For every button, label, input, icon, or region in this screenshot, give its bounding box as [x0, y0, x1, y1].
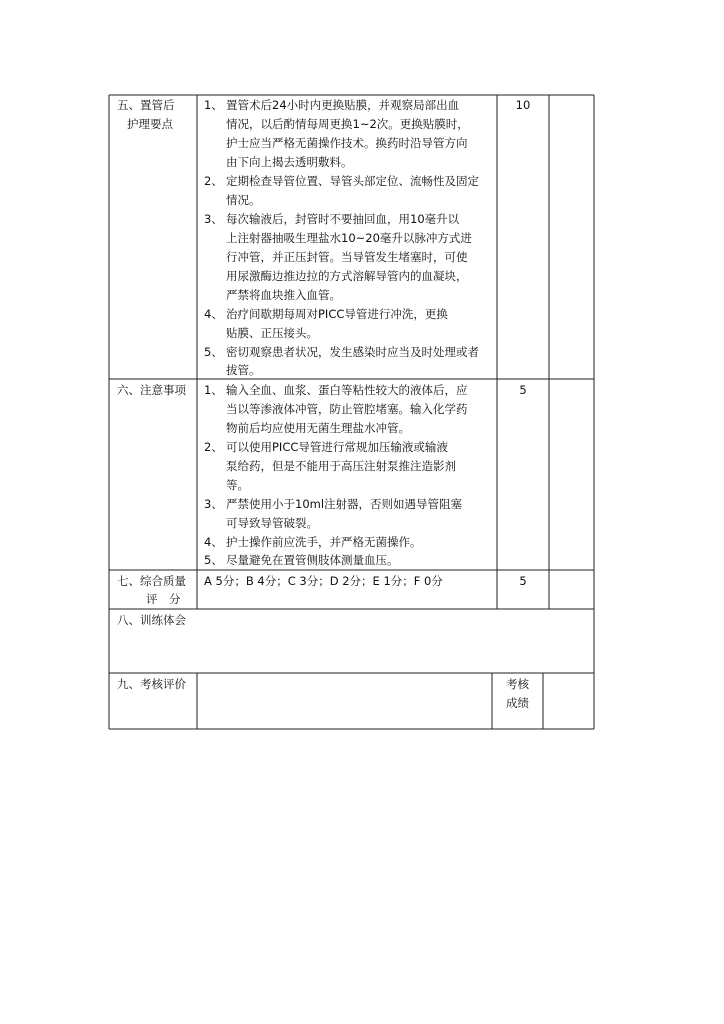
grade-label: 成绩 — [506, 696, 529, 710]
item-number: 5、 — [204, 345, 223, 359]
item-line: 每次输液后，封管时不要抽回血，用10毫升以 — [226, 212, 460, 226]
item-line: 情况。 — [226, 193, 261, 207]
item-line: 用尿激酶边推边拉的方式溶解导管内的血凝块， — [226, 269, 468, 283]
item-line: 由下向上揭去透明敷料。 — [226, 155, 353, 169]
item-line: 严禁将血块推入血管。 — [226, 288, 341, 302]
item-line: 治疗间歇期每周对PICC导管进行冲洗，更换 — [226, 307, 448, 321]
item-line: 物前后均应使用无菌生理盐水冲管。 — [226, 421, 410, 435]
item-line: 贴膜、正压接头。 — [226, 326, 318, 340]
section-label: 六、注意事项 — [117, 383, 186, 397]
item-line: 等。 — [226, 478, 249, 492]
item-number: 5、 — [204, 553, 223, 567]
item-line: 护士操作前应洗手，并严格无菌操作。 — [226, 535, 422, 549]
item-line: 置管术后24小时内更换贴膜，并观察局部出血 — [226, 98, 460, 112]
grading-scale: A 5分；B 4分；C 3分；D 2分；E 1分；F 0分 — [204, 574, 443, 588]
score-value: 5 — [519, 383, 527, 397]
item-number: 4、 — [204, 307, 223, 321]
item-line: 情况，以后酌情每周更换1~2次。更换贴膜时， — [226, 117, 469, 131]
item-line: 尽量避免在置管侧肢体测量血压。 — [226, 553, 399, 567]
item-number: 1、 — [204, 383, 223, 397]
item-line: 可以使用PICC导管进行常规加压输液或输液 — [226, 440, 448, 454]
item-number: 2、 — [204, 440, 223, 454]
item-number: 4、 — [204, 535, 223, 549]
section-label: 护理要点 — [127, 117, 173, 131]
item-line: 护士应当严格无菌操作技术。换药时沿导管方向 — [226, 136, 468, 150]
section-label: 九、考核评价 — [117, 677, 186, 691]
item-line: 上注射器抽吸生理盐水10~20毫升以脉冲方式进 — [226, 231, 472, 245]
section-label: 七、综合质量 — [117, 574, 186, 588]
item-line: 拔管。 — [226, 363, 261, 377]
item-line: 严禁使用小于10ml注射器，否则如遇导管阻塞 — [226, 497, 463, 511]
item-number: 3、 — [204, 497, 223, 511]
item-line: 可导致导管破裂。 — [226, 516, 318, 530]
item-number: 2、 — [204, 174, 223, 188]
section-label: 评 分 — [146, 592, 181, 606]
item-line: 当以等渗液体冲管，防止管腔堵塞。输入化学药 — [226, 402, 468, 416]
section-label: 五、置管后 — [117, 98, 175, 112]
grade-label: 考核 — [506, 677, 529, 691]
item-number: 3、 — [204, 212, 223, 226]
item-line: 行冲管，并正压封管。当导管发生堵塞时，可使 — [226, 250, 468, 264]
section-label: 八、训练体会 — [117, 613, 186, 627]
item-line: 泵给药，但是不能用于高压注射泵推注造影剂 — [226, 459, 456, 473]
score-value: 5 — [519, 574, 527, 588]
score-value: 10 — [515, 98, 531, 112]
item-number: 1、 — [204, 98, 223, 112]
item-line: 密切观察患者状况，发生感染时应当及时处理或者 — [226, 345, 479, 359]
item-line: 输入全血、血浆、蛋白等粘性较大的液体后，应 — [226, 383, 468, 397]
item-line: 定期检查导管位置、导管头部定位、流畅性及固定 — [226, 174, 479, 188]
